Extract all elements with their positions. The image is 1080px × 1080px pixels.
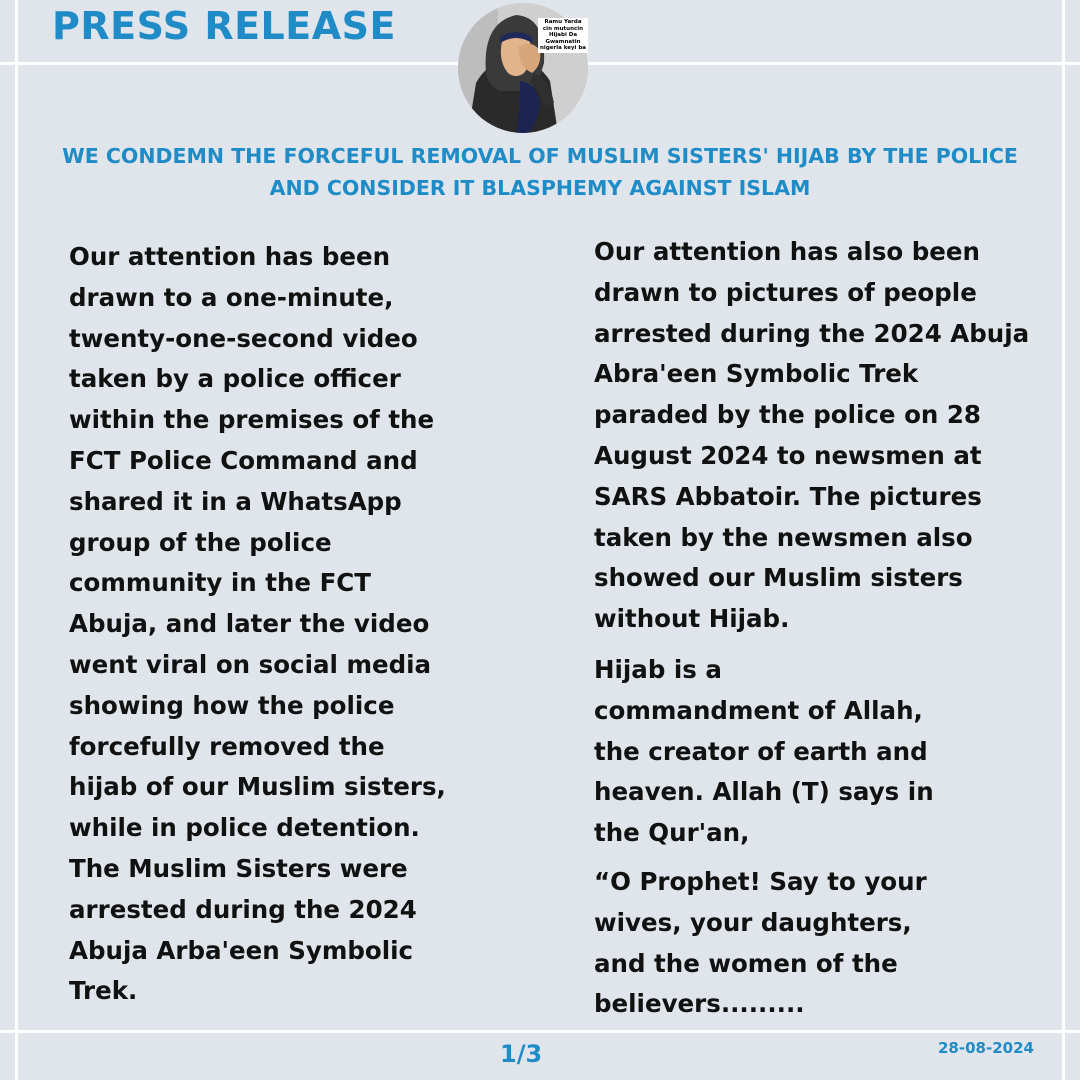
page-number: 1/3 — [500, 1040, 543, 1068]
frame-line-bottom — [0, 1030, 1080, 1033]
page-title: PRESS RELEASE — [52, 4, 396, 48]
frame-line-right — [1062, 0, 1065, 1080]
right-column-paragraph-1: Our attention has also been drawn to pictures of people arrested during the 2024 Abuja Abra'een Symbolic Trek paraded by the police on 28 August 2024 to newsmen at SARS Abbatoir. The pictures taken by the newsmen also showed our Muslim sisters without Hijab. — [594, 237, 1030, 634]
left-column-text: Our attention has been drawn to a one-minute, twenty-one-second video taken by a police officer within the premises of the FCT Police Command and shared it in a WhatsApp group of the police community in the FCT Abuja, and later the video went viral on social media showing how the police forcefully removed the hijab of our Muslim sisters, while in police detention. The Muslim Sisters were arrested during the 2024 Abuja Arba'een Symbolic Trek. — [69, 242, 446, 1006]
frame-line-left — [15, 0, 18, 1080]
release-date: 28-08-2024 — [938, 1039, 1034, 1057]
right-column-paragraph-3: “O Prophet! Say to your wives, your daughters, and the women of the believers......... — [594, 867, 927, 1019]
right-column-paragraph-2: Hijab is a commandment of Allah, the creator of earth and heaven. Allah (T) says in the Qur'an, — [594, 655, 934, 848]
headline: WE CONDEMN THE FORCEFUL REMOVAL OF MUSLIM SISTERS' HIJAB BY THE POLICE AND CONSIDER IT BLASPHEMY AGAINST ISLAM — [62, 144, 1018, 200]
image-caption: Ramu Yarda cin mutuncin Hijabi Da Gwamnatin nigeria keyi ba — [538, 18, 588, 53]
